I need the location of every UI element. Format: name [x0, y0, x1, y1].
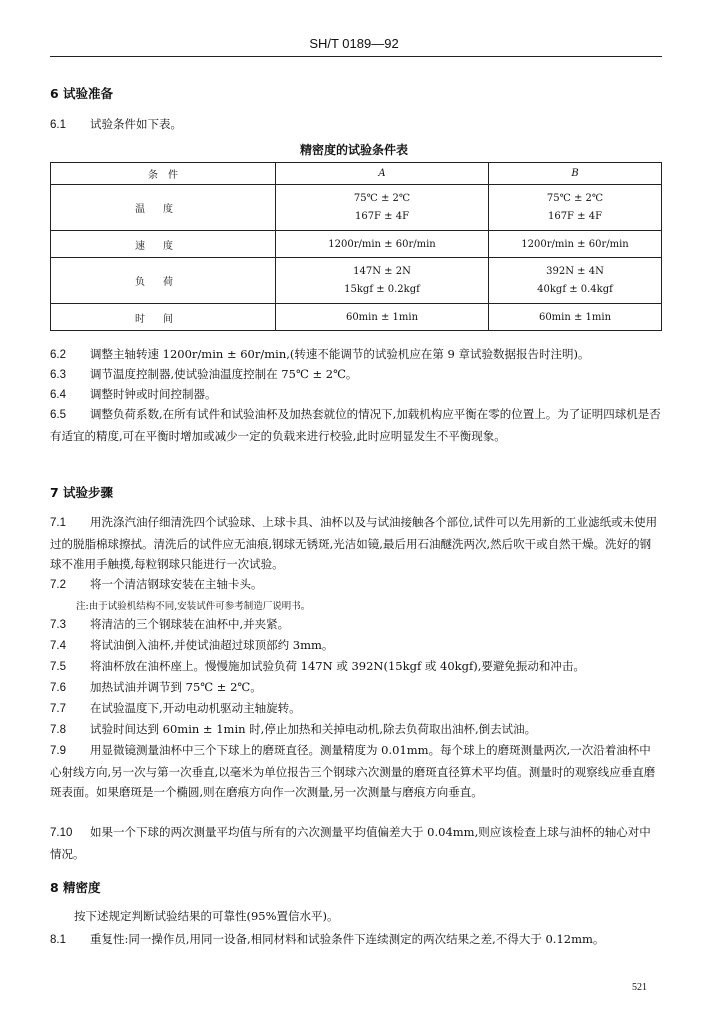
- page-number: 521: [632, 982, 647, 993]
- cell-b: [489, 258, 662, 304]
- clause-number: 6.2: [50, 349, 66, 361]
- cell-line: 167F ± 4F: [354, 210, 410, 222]
- clause-number: 7.3: [50, 619, 66, 631]
- clause-number: 7.9: [50, 745, 66, 757]
- row-label: 时间: [51, 304, 276, 331]
- table-row-temperature: [51, 185, 662, 231]
- row-label: 负荷: [51, 258, 276, 304]
- clause-number: 8.1: [50, 934, 66, 946]
- clause-text: 加热试油并调节到 75℃ ± 2℃。: [90, 680, 262, 694]
- table-header-row: [51, 163, 662, 185]
- clause-number: 6.4: [50, 389, 66, 401]
- cell-b: 60min ± 1min: [489, 304, 662, 331]
- clause-number: 7.1: [50, 517, 66, 529]
- cell-line: 147N ± 2N: [353, 265, 411, 277]
- header-a: A: [276, 163, 489, 185]
- cell-b: 1200r/min ± 60r/min: [489, 231, 662, 258]
- paragraph-6-2: [50, 344, 662, 366]
- table-row-time: [51, 304, 662, 331]
- clause-number: 7.5: [50, 661, 66, 673]
- note-7-2: 注:由于试验机结构不同,安装试件可参考制造厂说明书。: [76, 601, 311, 612]
- clause-number: 6.3: [50, 369, 66, 381]
- clause-text: 将清洁的三个钢球装在油杯中,并夹紧。: [90, 617, 290, 631]
- conditions-table: [50, 162, 662, 331]
- paragraph-7-4: [50, 635, 662, 657]
- paragraph-7-9: [50, 740, 662, 803]
- header-condition: 条 件: [51, 163, 276, 185]
- cell-a: 60min ± 1min: [276, 304, 489, 331]
- cell-line: 40kgf ± 0.4kgf: [537, 283, 613, 295]
- clause-number: 7.10: [50, 827, 73, 839]
- table-row-speed: [51, 231, 662, 258]
- cell-line: 167F ± 4F: [547, 210, 603, 222]
- running-header: SH/T 0189—92: [309, 36, 399, 51]
- paragraph-6-4: [50, 384, 662, 406]
- clause-text: 重复性:同一操作员,用同一设备,相同材料和试验条件下连续测定的两次结果之差,不得大于 0.12mm。: [90, 932, 605, 946]
- section-8-heading: 8 精密度: [50, 880, 101, 895]
- clause-text: 试验条件如下表。: [90, 117, 182, 131]
- row-label: 速度: [51, 231, 276, 258]
- clause-number: 7.4: [50, 640, 66, 652]
- header-rule: [50, 56, 662, 57]
- cell-line: 75℃ ± 2℃: [546, 192, 604, 204]
- cell-line: 392N ± 4N: [546, 265, 604, 277]
- section-7-heading: 7 试验步骤: [50, 485, 114, 500]
- paragraph-7-10: [50, 822, 662, 864]
- clause-text: 如果一个下球的两次测量平均值与所有的六次测量平均值偏差大于 0.04mm,则应该检查上球与油杯的轴心对中情况。: [50, 825, 651, 861]
- clause-number: 7.8: [50, 724, 66, 736]
- clause-text: 调整负荷系数,在所有试件和试验油杯及加热套就位的情况下,加载机构应平衡在零的位置上。为了证明四球机是否有适宜的精度,可在平衡时增加或减少一定的负载来进行校验,此时应明显发生不平衡现象。: [50, 407, 661, 443]
- cell-a: [276, 258, 489, 304]
- row-label: 温度: [51, 185, 276, 231]
- paragraph-7-5: [50, 656, 662, 678]
- clause-number: 6.1: [50, 119, 66, 131]
- cell-line: 15kgf ± 0.2kgf: [344, 283, 420, 295]
- header-b: B: [489, 163, 662, 185]
- cell-line: 75℃ ± 2℃: [353, 192, 411, 204]
- paragraph-7-3: [50, 614, 662, 636]
- cell-b: [489, 185, 662, 231]
- clause-text: 将一个清洁钢球安装在主轴卡头。: [90, 577, 263, 591]
- clause-text: 将试油倒入油杯,并使试油超过球顶部约 3mm。: [90, 638, 334, 652]
- paragraph-7-1: [50, 512, 662, 575]
- paragraph-7-2: [50, 574, 662, 596]
- clause-number: 7.6: [50, 682, 66, 694]
- clause-number: 7.2: [50, 579, 66, 591]
- clause-text: 调节温度控制器,使试验油温度控制在 75℃ ± 2℃。: [90, 367, 358, 381]
- table-title: 精密度的试验条件表: [299, 143, 408, 157]
- cell-a: 1200r/min ± 60r/min: [276, 231, 489, 258]
- clause-text: 在试验温度下,开动电动机驱动主轴旋转。: [90, 701, 301, 715]
- paragraph-7-6: [50, 677, 662, 699]
- cell-a: [276, 185, 489, 231]
- clause-number: 6.5: [50, 409, 66, 421]
- clause-text: 调整主轴转速 1200r/min ± 60r/min,(转速不能调节的试验机应在第 9 章试验数据报告时注明)。: [90, 347, 590, 361]
- clause-text: 用显微镜测量油杯中三个下球上的磨斑直径。测量精度为 0.01mm。每个球上的磨斑测量两次,一次沿着油杯中心射线方向,另一次与第一次垂直,以毫米为单位报告三个钢球六次测量的磨斑直径算术平均值。测量时的观察线应垂直磨斑表面。如果磨斑是一个椭圆,则在磨痕方向作一次测量,另一次测量与磨痕方向垂直。: [50, 743, 656, 799]
- paragraph-6-1: [50, 114, 662, 136]
- paragraph-7-7: [50, 698, 662, 720]
- section-6-heading: 6 试验准备: [50, 86, 114, 101]
- paragraph-6-3: [50, 364, 662, 386]
- clause-text: 调整时钟或时间控制器。: [90, 387, 217, 401]
- clause-text: 用洗涤汽油仔细清洗四个试验球、上球卡具、油杯以及与试油接触各个部位,试件可以先用新的工业滤纸或未使用过的脱脂棉球擦拭。清洗后的试件应无油痕,钢球无锈斑,光洁如镜,最后用石油醚洗两次,然后吹干或自然干燥。洗好的钢球不准用手触摸,每粒钢球只能进行一次试验。: [50, 515, 658, 571]
- paragraph-7-8: [50, 719, 662, 741]
- paragraph-6-5: [50, 404, 662, 446]
- section-8-intro: 按下述规定判断试验结果的可靠性(95%置信水平)。: [74, 909, 339, 923]
- clause-text: 将油杯放在油杯座上。慢慢施加试验负荷 147N 或 392N(15kgf 或 40kgf),要避免振动和冲击。: [90, 659, 585, 673]
- paragraph-8-1: [50, 929, 662, 951]
- clause-text: 试验时间达到 60min ± 1min 时,停止加热和关掉电动机,除去负荷取出油杯,倒去试油。: [90, 722, 537, 736]
- table-row-load: [51, 258, 662, 304]
- clause-number: 7.7: [50, 703, 66, 715]
